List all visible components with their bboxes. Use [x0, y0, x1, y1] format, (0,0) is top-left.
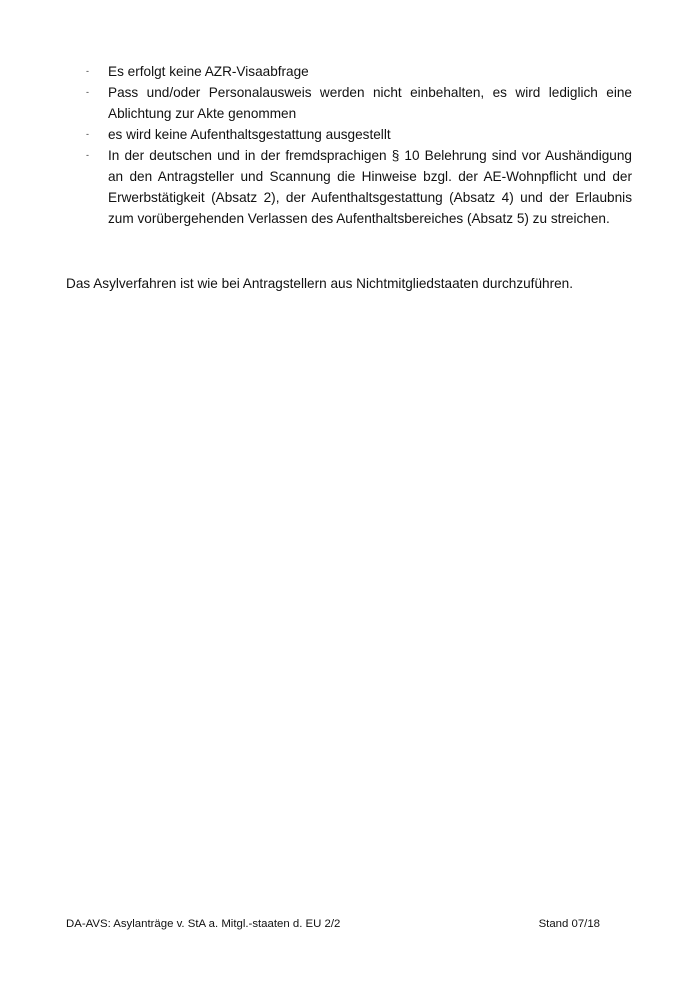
bullet-text: Es erfolgt keine AZR-Visaabfrage [108, 64, 309, 79]
bullet-item-pass-personalausweis [86, 82, 632, 124]
bullet-dash-icon: - [86, 87, 89, 97]
page-footer [66, 916, 600, 932]
bullet-dash-icon: - [86, 66, 89, 76]
footer-document-reference: DA-AVS: Asylanträge v. StA a. Mitgl.-staaten d. EU 2/2 [66, 918, 341, 930]
bullet-dash-icon: - [86, 129, 89, 139]
bullet-text: es wird keine Aufenthaltsgestattung ausgestellt [108, 127, 391, 142]
bullet-text: In der deutschen und in der fremdsprachigen § 10 Belehrung sind vor Aushändigung an den Antragsteller und Scannung die Hinweise bzgl. der AE-Wohnpflicht und der Erwerbstätigkeit (Absatz 2), der Aufenthaltsgestattung (Absatz 4) und der Erlaubnis zum vorübergehenden Verlassen des Aufenthaltsbereiches (Absatz 5) zu streichen. [108, 148, 632, 226]
asylverfahren-paragraph: Das Asylverfahren ist wie bei Antragstellern aus Nichtmitgliedstaaten durchzuführen. [66, 276, 574, 291]
footer-version-date: Stand 07/18 [538, 918, 600, 930]
bullet-list [86, 61, 632, 229]
bullet-item-aufenthaltsgestattung [86, 124, 632, 145]
bullet-item-azr-visaabfrage [86, 61, 632, 82]
bullet-text: Pass und/oder Personalausweis werden nicht einbehalten, es wird lediglich eine Ablichtung zur Akte genommen [108, 85, 632, 121]
bullet-dash-icon: - [86, 150, 89, 160]
bullet-item-belehrung [86, 145, 632, 229]
